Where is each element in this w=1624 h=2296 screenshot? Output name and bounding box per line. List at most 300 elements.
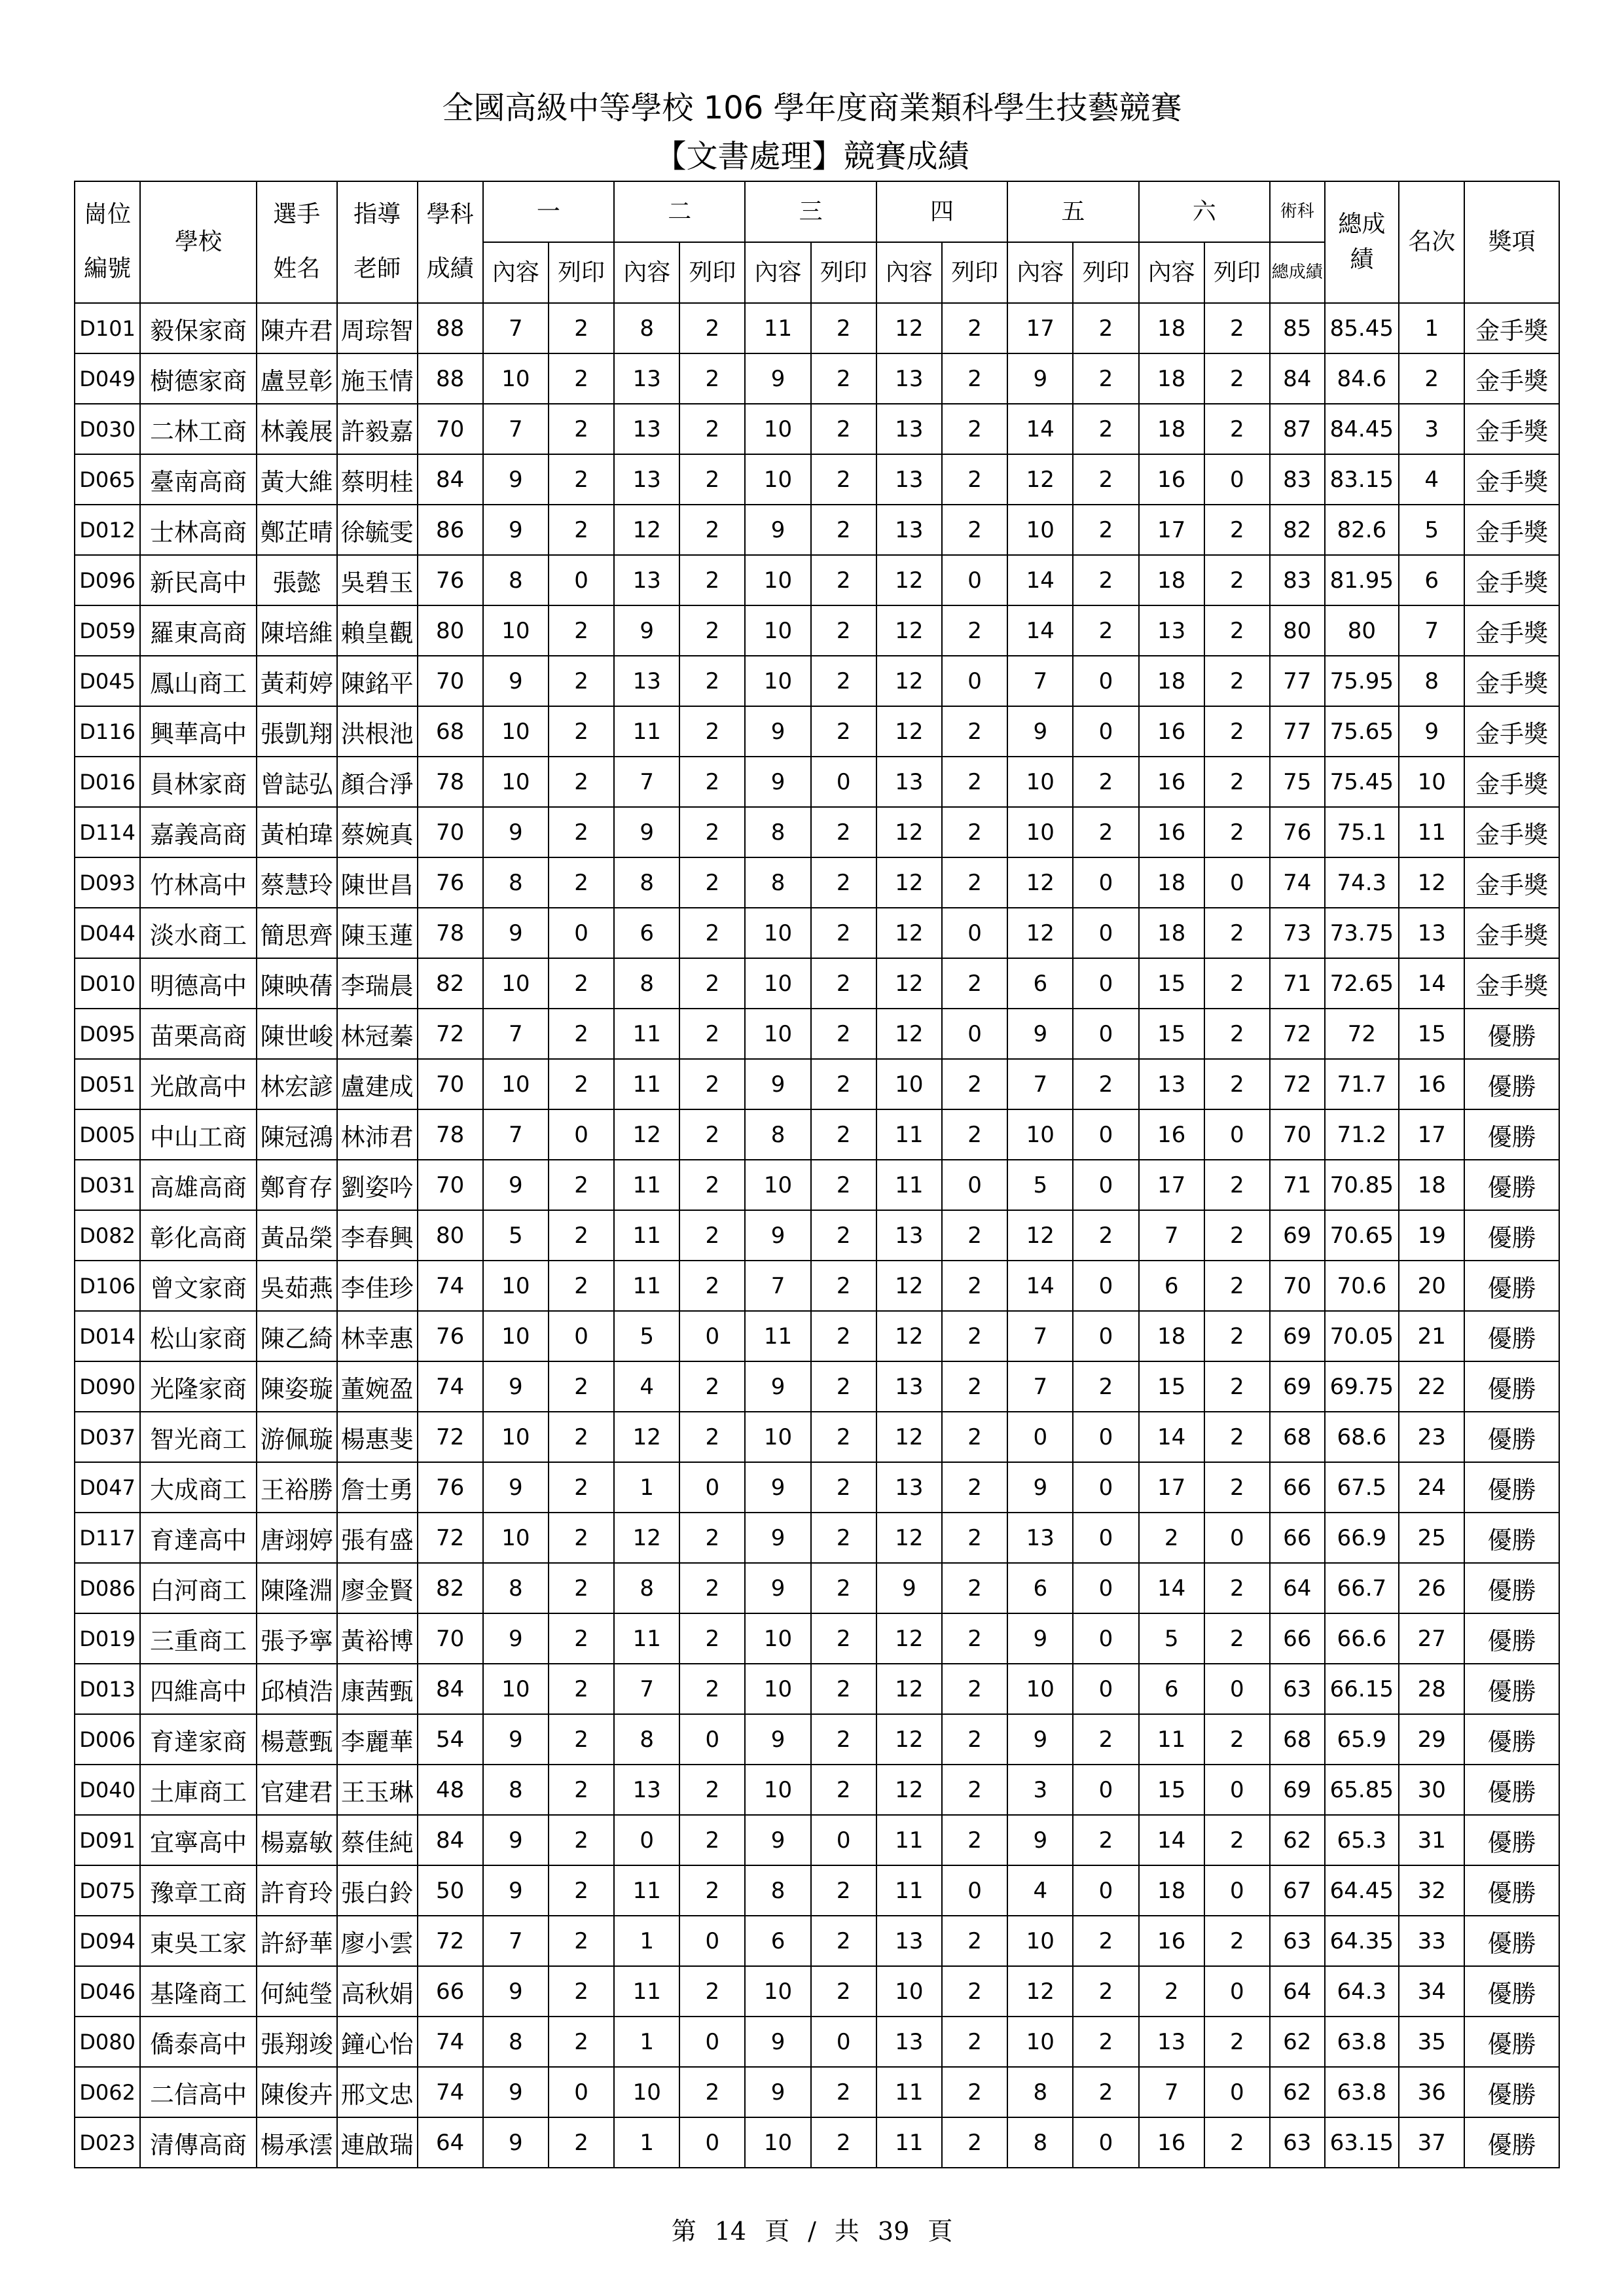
cell-rank: 37 (1399, 2117, 1464, 2168)
cell-total: 65.9 (1325, 1714, 1399, 1765)
table-row (75, 605, 1559, 656)
cell-q4-content: 13 (876, 2017, 942, 2067)
cell-q5-content: 12 (1007, 1966, 1073, 2017)
cell-school: 中山工商 (140, 1109, 257, 1160)
cell-q1-print: 2 (549, 454, 614, 505)
cell-q3-content: 8 (745, 807, 810, 857)
cell-q2-print: 2 (679, 1865, 745, 1916)
cell-q3-content: 10 (745, 1765, 810, 1815)
cell-school: 毅保家商 (140, 303, 257, 353)
header-q5-print: 列印 (1073, 242, 1138, 303)
cell-q4-content: 12 (876, 908, 942, 958)
cell-q1-print: 0 (549, 908, 614, 958)
cell-q1-print: 2 (549, 706, 614, 757)
cell-name: 陳世峻 (257, 1009, 337, 1059)
header-q2: 二 (614, 181, 745, 242)
cell-total: 75.95 (1325, 656, 1399, 706)
header-school: 學校 (140, 181, 257, 303)
cell-q4-content: 13 (876, 1916, 942, 1966)
cell-skill-total: 69 (1270, 1765, 1325, 1815)
cell-skill-total: 76 (1270, 807, 1325, 857)
cell-code: D096 (75, 555, 140, 605)
cell-q1-content: 9 (483, 1966, 549, 2017)
cell-award: 優勝 (1464, 1261, 1559, 1311)
cell-teacher: 邢文忠 (337, 2067, 418, 2117)
cell-q2-content: 11 (614, 1261, 679, 1311)
table-row (75, 1462, 1559, 1513)
cell-q1-content: 7 (483, 404, 549, 454)
cell-total: 64.35 (1325, 1916, 1399, 1966)
cell-q4-print: 2 (942, 1714, 1007, 1765)
cell-q2-content: 9 (614, 807, 679, 857)
cell-rank: 36 (1399, 2067, 1464, 2117)
cell-q1-content: 7 (483, 1916, 549, 1966)
cell-q1-print: 2 (549, 1815, 614, 1865)
cell-code: D114 (75, 807, 140, 857)
cell-award: 優勝 (1464, 1462, 1559, 1513)
cell-q3-content: 9 (745, 1563, 810, 1613)
cell-rank: 17 (1399, 1109, 1464, 1160)
cell-rank: 1 (1399, 303, 1464, 353)
cell-q4-print: 0 (942, 1009, 1007, 1059)
cell-skill-total: 87 (1270, 404, 1325, 454)
cell-q2-print: 2 (679, 1765, 745, 1815)
cell-total: 63.8 (1325, 2067, 1399, 2117)
cell-academic: 72 (418, 1412, 483, 1462)
cell-q1-content: 9 (483, 1865, 549, 1916)
cell-teacher: 林冠蓁 (337, 1009, 418, 1059)
cell-q4-content: 11 (876, 1109, 942, 1160)
cell-skill-total: 62 (1270, 2017, 1325, 2067)
cell-name: 林宏諺 (257, 1059, 337, 1109)
cell-rank: 2 (1399, 353, 1464, 404)
cell-q6-print: 0 (1204, 857, 1270, 908)
table-row (75, 2067, 1559, 2117)
cell-q4-print: 2 (942, 1412, 1007, 1462)
cell-q6-content: 14 (1139, 1412, 1204, 1462)
cell-q3-print: 2 (811, 454, 876, 505)
cell-school: 智光商工 (140, 1412, 257, 1462)
cell-teacher: 洪根池 (337, 706, 418, 757)
cell-school: 三重商工 (140, 1613, 257, 1664)
cell-q2-print: 2 (679, 2067, 745, 2117)
cell-q6-content: 2 (1139, 1513, 1204, 1563)
cell-academic: 66 (418, 1966, 483, 2017)
cell-q1-content: 10 (483, 1059, 549, 1109)
cell-teacher: 蔡明桂 (337, 454, 418, 505)
cell-award: 金手獎 (1464, 303, 1559, 353)
cell-q3-content: 11 (745, 1311, 810, 1361)
cell-q2-print: 2 (679, 1563, 745, 1613)
cell-name: 陳俊卉 (257, 2067, 337, 2117)
cell-skill-total: 72 (1270, 1009, 1325, 1059)
cell-q3-print: 2 (811, 706, 876, 757)
header-academic: 學科成績 (418, 181, 483, 303)
cell-code: D095 (75, 1009, 140, 1059)
cell-total: 66.15 (1325, 1664, 1399, 1714)
header-q3-content: 內容 (745, 242, 810, 303)
cell-skill-total: 63 (1270, 2117, 1325, 2168)
cell-q5-content: 10 (1007, 2017, 1073, 2067)
cell-q1-content: 10 (483, 958, 549, 1009)
cell-award: 金手獎 (1464, 857, 1559, 908)
cell-q5-content: 7 (1007, 656, 1073, 706)
cell-q3-content: 8 (745, 857, 810, 908)
cell-code: D082 (75, 1210, 140, 1261)
cell-rank: 3 (1399, 404, 1464, 454)
cell-q2-content: 9 (614, 605, 679, 656)
cell-q1-print: 2 (549, 958, 614, 1009)
cell-academic: 72 (418, 1009, 483, 1059)
cell-q4-print: 2 (942, 1916, 1007, 1966)
cell-academic: 74 (418, 2017, 483, 2067)
cell-q6-content: 15 (1139, 958, 1204, 1009)
cell-q2-print: 2 (679, 1109, 745, 1160)
cell-q2-print: 2 (679, 857, 745, 908)
cell-code: D014 (75, 1311, 140, 1361)
cell-q5-print: 2 (1073, 807, 1138, 857)
cell-skill-total: 69 (1270, 1210, 1325, 1261)
cell-q2-print: 2 (679, 958, 745, 1009)
cell-q6-content: 17 (1139, 505, 1204, 555)
cell-name: 唐翊婷 (257, 1513, 337, 1563)
cell-q5-content: 13 (1007, 1513, 1073, 1563)
cell-rank: 26 (1399, 1563, 1464, 1613)
cell-q3-content: 9 (745, 1462, 810, 1513)
cell-academic: 78 (418, 908, 483, 958)
cell-q1-content: 5 (483, 1210, 549, 1261)
cell-rank: 29 (1399, 1714, 1464, 1765)
cell-q1-print: 0 (549, 2067, 614, 2117)
cell-q4-content: 11 (876, 1160, 942, 1210)
cell-school: 羅東高商 (140, 605, 257, 656)
cell-q1-content: 10 (483, 1261, 549, 1311)
cell-skill-total: 75 (1270, 757, 1325, 807)
cell-q2-print: 2 (679, 605, 745, 656)
cell-q6-content: 16 (1139, 757, 1204, 807)
cell-teacher: 黃裕博 (337, 1613, 418, 1664)
cell-skill-total: 64 (1270, 1966, 1325, 2017)
cell-school: 鳳山商工 (140, 656, 257, 706)
cell-skill-total: 73 (1270, 908, 1325, 958)
cell-q6-print: 2 (1204, 605, 1270, 656)
cell-code: D010 (75, 958, 140, 1009)
cell-code: D023 (75, 2117, 140, 2168)
cell-q5-print: 0 (1073, 706, 1138, 757)
cell-q1-content: 9 (483, 1160, 549, 1210)
cell-q2-content: 12 (614, 1109, 679, 1160)
cell-school: 淡水商工 (140, 908, 257, 958)
cell-name: 簡思齊 (257, 908, 337, 958)
cell-award: 金手獎 (1464, 353, 1559, 404)
cell-q6-print: 2 (1204, 505, 1270, 555)
cell-academic: 72 (418, 1916, 483, 1966)
cell-teacher: 蔡婉真 (337, 807, 418, 857)
cell-q3-content: 10 (745, 1009, 810, 1059)
cell-q1-print: 2 (549, 605, 614, 656)
cell-skill-total: 64 (1270, 1563, 1325, 1613)
cell-q2-print: 0 (679, 2117, 745, 2168)
cell-q6-content: 15 (1139, 1009, 1204, 1059)
cell-q6-content: 18 (1139, 353, 1204, 404)
cell-q1-print: 2 (549, 1009, 614, 1059)
cell-total: 67.5 (1325, 1462, 1399, 1513)
table-row (75, 656, 1559, 706)
cell-q4-print: 2 (942, 1664, 1007, 1714)
cell-q1-content: 7 (483, 1109, 549, 1160)
header-q3-print: 列印 (811, 242, 876, 303)
cell-q2-print: 2 (679, 656, 745, 706)
cell-q3-print: 2 (811, 353, 876, 404)
cell-q4-print: 2 (942, 1109, 1007, 1160)
cell-total: 69.75 (1325, 1361, 1399, 1412)
cell-total: 66.9 (1325, 1513, 1399, 1563)
cell-q6-print: 2 (1204, 1361, 1270, 1412)
cell-q4-print: 2 (942, 1210, 1007, 1261)
cell-q5-content: 7 (1007, 1311, 1073, 1361)
cell-academic: 54 (418, 1714, 483, 1765)
cell-q4-content: 13 (876, 404, 942, 454)
cell-q4-content: 13 (876, 757, 942, 807)
cell-q3-print: 2 (811, 908, 876, 958)
cell-q6-content: 6 (1139, 1664, 1204, 1714)
cell-q6-print: 2 (1204, 1009, 1270, 1059)
cell-total: 70.05 (1325, 1311, 1399, 1361)
cell-q6-print: 0 (1204, 1513, 1270, 1563)
cell-q2-print: 2 (679, 555, 745, 605)
cell-code: D091 (75, 1815, 140, 1865)
cell-q6-print: 0 (1204, 1966, 1270, 2017)
cell-q2-print: 2 (679, 1361, 745, 1412)
cell-school: 臺南高商 (140, 454, 257, 505)
cell-teacher: 許毅嘉 (337, 404, 418, 454)
cell-name: 鄭芷晴 (257, 505, 337, 555)
cell-q5-print: 0 (1073, 1513, 1138, 1563)
table-row (75, 958, 1559, 1009)
cell-q3-print: 2 (811, 1613, 876, 1664)
cell-school: 士林高商 (140, 505, 257, 555)
cell-academic: 72 (418, 1513, 483, 1563)
cell-rank: 13 (1399, 908, 1464, 958)
cell-q5-content: 9 (1007, 1009, 1073, 1059)
cell-q6-print: 2 (1204, 1613, 1270, 1664)
cell-rank: 35 (1399, 2017, 1464, 2067)
cell-name: 楊薏甄 (257, 1714, 337, 1765)
cell-award: 優勝 (1464, 1714, 1559, 1765)
cell-q1-print: 2 (549, 1412, 614, 1462)
cell-school: 育達高中 (140, 1513, 257, 1563)
cell-teacher: 連啟瑞 (337, 2117, 418, 2168)
cell-rank: 24 (1399, 1462, 1464, 1513)
cell-q6-print: 0 (1204, 1865, 1270, 1916)
table-row (75, 555, 1559, 605)
cell-rank: 9 (1399, 706, 1464, 757)
cell-q6-content: 5 (1139, 1613, 1204, 1664)
cell-teacher: 李麗華 (337, 1714, 418, 1765)
cell-q5-content: 9 (1007, 706, 1073, 757)
cell-name: 張凱翔 (257, 706, 337, 757)
cell-school: 東吳工家 (140, 1916, 257, 1966)
cell-skill-total: 83 (1270, 555, 1325, 605)
cell-academic: 80 (418, 1210, 483, 1261)
cell-q2-content: 11 (614, 706, 679, 757)
cell-q5-content: 7 (1007, 1361, 1073, 1412)
cell-q6-print: 0 (1204, 454, 1270, 505)
cell-q6-content: 16 (1139, 1109, 1204, 1160)
cell-q2-content: 1 (614, 1462, 679, 1513)
cell-q2-content: 11 (614, 1865, 679, 1916)
cell-code: D044 (75, 908, 140, 958)
cell-q1-content: 9 (483, 1361, 549, 1412)
cell-code: D019 (75, 1613, 140, 1664)
cell-q6-print: 2 (1204, 404, 1270, 454)
cell-q5-content: 9 (1007, 1714, 1073, 1765)
cell-q3-print: 2 (811, 857, 876, 908)
cell-q3-content: 10 (745, 908, 810, 958)
cell-q5-print: 2 (1073, 404, 1138, 454)
cell-code: D031 (75, 1160, 140, 1210)
cell-q4-print: 2 (942, 857, 1007, 908)
cell-q6-content: 17 (1139, 1462, 1204, 1513)
table-row (75, 303, 1559, 353)
cell-q1-content: 8 (483, 2017, 549, 2067)
cell-q2-content: 13 (614, 404, 679, 454)
cell-academic: 76 (418, 1462, 483, 1513)
cell-q4-print: 2 (942, 505, 1007, 555)
cell-q5-content: 17 (1007, 303, 1073, 353)
cell-q3-content: 9 (745, 505, 810, 555)
cell-school: 白河商工 (140, 1563, 257, 1613)
table-row (75, 1563, 1559, 1613)
header-q1: 一 (483, 181, 614, 242)
cell-q1-content: 9 (483, 505, 549, 555)
cell-rank: 23 (1399, 1412, 1464, 1462)
cell-q2-print: 2 (679, 1613, 745, 1664)
cell-q3-print: 2 (811, 1009, 876, 1059)
header-q4: 四 (876, 181, 1007, 242)
cell-q4-content: 13 (876, 454, 942, 505)
cell-q2-print: 0 (679, 1462, 745, 1513)
cell-q2-content: 13 (614, 656, 679, 706)
cell-teacher: 劉姿吟 (337, 1160, 418, 1210)
cell-total: 84.45 (1325, 404, 1399, 454)
cell-q1-print: 0 (549, 555, 614, 605)
cell-q2-print: 0 (679, 2017, 745, 2067)
cell-school: 員林家商 (140, 757, 257, 807)
table-row (75, 2017, 1559, 2067)
cell-name: 陳冠鴻 (257, 1109, 337, 1160)
cell-q3-content: 10 (745, 1664, 810, 1714)
cell-q4-print: 2 (942, 1613, 1007, 1664)
cell-q3-content: 10 (745, 1613, 810, 1664)
cell-q1-content: 8 (483, 857, 549, 908)
table-row (75, 353, 1559, 404)
table-row (75, 1815, 1559, 1865)
cell-q6-print: 2 (1204, 706, 1270, 757)
cell-q2-print: 0 (679, 1916, 745, 1966)
cell-q1-content: 7 (483, 303, 549, 353)
cell-name: 吳茹燕 (257, 1261, 337, 1311)
cell-q2-content: 11 (614, 1160, 679, 1210)
cell-skill-total: 63 (1270, 1664, 1325, 1714)
cell-q5-content: 10 (1007, 757, 1073, 807)
cell-q4-content: 12 (876, 1765, 942, 1815)
cell-q5-content: 14 (1007, 605, 1073, 656)
cell-q6-print: 2 (1204, 1815, 1270, 1865)
header-q5: 五 (1007, 181, 1138, 242)
cell-q1-print: 2 (549, 1664, 614, 1714)
cell-q3-print: 0 (811, 1815, 876, 1865)
cell-q6-content: 13 (1139, 1059, 1204, 1109)
cell-q4-print: 2 (942, 353, 1007, 404)
cell-q5-content: 9 (1007, 1462, 1073, 1513)
cell-q1-content: 9 (483, 454, 549, 505)
cell-q2-content: 8 (614, 1563, 679, 1613)
cell-skill-total: 80 (1270, 605, 1325, 656)
cell-q3-content: 10 (745, 454, 810, 505)
cell-teacher: 林幸惠 (337, 1311, 418, 1361)
header-skill-total-top: 術科 (1270, 181, 1325, 242)
cell-q1-print: 2 (549, 1916, 614, 1966)
cell-teacher: 廖小雲 (337, 1916, 418, 1966)
cell-award: 優勝 (1464, 1109, 1559, 1160)
cell-q2-content: 12 (614, 1412, 679, 1462)
cell-q4-content: 12 (876, 555, 942, 605)
cell-award: 金手獎 (1464, 404, 1559, 454)
footer-total-unit: 頁 (928, 2217, 953, 2246)
cell-rank: 7 (1399, 605, 1464, 656)
cell-q5-content: 6 (1007, 958, 1073, 1009)
cell-q3-content: 9 (745, 1815, 810, 1865)
cell-award: 優勝 (1464, 1361, 1559, 1412)
cell-q4-content: 12 (876, 605, 942, 656)
cell-q1-print: 2 (549, 1462, 614, 1513)
cell-award: 金手獎 (1464, 908, 1559, 958)
cell-q3-print: 2 (811, 555, 876, 605)
cell-code: D051 (75, 1059, 140, 1109)
cell-q5-print: 2 (1073, 605, 1138, 656)
cell-code: D117 (75, 1513, 140, 1563)
table-row (75, 1109, 1559, 1160)
cell-award: 優勝 (1464, 1664, 1559, 1714)
cell-academic: 88 (418, 303, 483, 353)
cell-total: 75.1 (1325, 807, 1399, 857)
cell-award: 金手獎 (1464, 807, 1559, 857)
table-row (75, 807, 1559, 857)
cell-q1-print: 2 (549, 1059, 614, 1109)
cell-code: D093 (75, 857, 140, 908)
cell-q4-print: 2 (942, 303, 1007, 353)
cell-q4-content: 13 (876, 1462, 942, 1513)
cell-code: D047 (75, 1462, 140, 1513)
cell-rank: 5 (1399, 505, 1464, 555)
cell-q1-print: 2 (549, 2117, 614, 2168)
table-row (75, 1311, 1559, 1361)
cell-q3-print: 2 (811, 1916, 876, 1966)
cell-q5-content: 14 (1007, 555, 1073, 605)
cell-total: 80 (1325, 605, 1399, 656)
cell-total: 71.7 (1325, 1059, 1399, 1109)
cell-name: 陳映蒨 (257, 958, 337, 1009)
header-skill-total-bottom: 總成績 (1270, 242, 1325, 303)
cell-code: D090 (75, 1361, 140, 1412)
cell-q4-print: 2 (942, 706, 1007, 757)
cell-code: D065 (75, 454, 140, 505)
cell-q4-content: 12 (876, 1513, 942, 1563)
cell-rank: 34 (1399, 1966, 1464, 2017)
cell-rank: 31 (1399, 1815, 1464, 1865)
footer-page-number: 14 (714, 2217, 747, 2246)
